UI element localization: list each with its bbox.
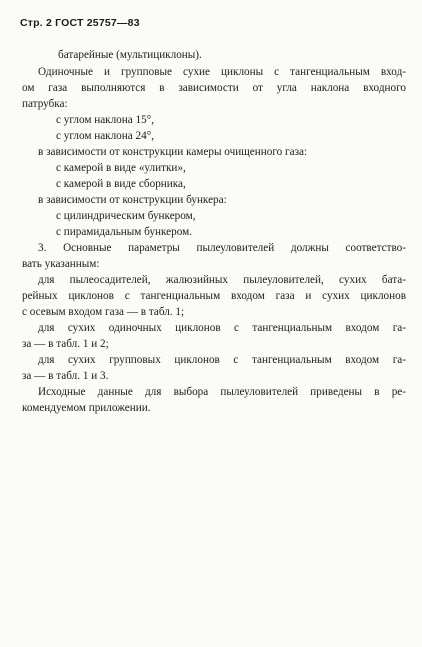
text-line: батарейные (мультициклоны). — [58, 49, 202, 61]
text-line: 3. Основные параметры пылеуловителей должны соответство- — [38, 242, 406, 254]
text-line: для сухих групповых циклонов с тангенциальным входом га- — [38, 354, 406, 366]
text-line: Одиночные и групповые сухие циклоны с тангенциальным вход- — [38, 66, 406, 78]
text-line: за — в табл. 1 и 2; — [22, 338, 109, 350]
text-line: комендуемом приложении. — [22, 402, 151, 414]
text-line: в зависимости от конструкции камеры очищенного газа: — [38, 146, 308, 158]
text-line: с камерой в виде «улитки», — [56, 162, 186, 174]
text-line: с осевым входом газа — в табл. 1; — [22, 306, 185, 318]
text-line: в зависимости от конструкции бункера: — [38, 194, 227, 206]
text-line: с углом наклона 24°, — [56, 130, 154, 142]
text-line: для пылеосадителей, жалюзийных пылеуловителей, сухих бата- — [38, 274, 406, 286]
text-line: с камерой в виде сборника, — [56, 178, 186, 190]
text-line: с углом наклона 15°, — [56, 114, 154, 126]
text-line: Исходные данные для выбора пылеуловителей приведены в ре- — [38, 386, 406, 398]
text-line: вать указанным: — [22, 258, 100, 270]
text-line: рейных циклонов с тангенциальным входом газа и сухих циклонов — [22, 290, 406, 302]
text-line: с цилиндрическим бункером, — [56, 210, 196, 222]
text-line: для сухих одиночных циклонов с тангенциальным входом га- — [38, 322, 406, 334]
text-line: за — в табл. 1 и 3. — [22, 370, 109, 382]
page-header: Стр. 2 ГОСТ 25757—83 — [20, 17, 140, 29]
text-line: с пирамидальным бункером. — [56, 226, 193, 238]
text-line: ом газа выполняются в зависимости от угла наклона входного — [22, 82, 406, 94]
text-line: патрубка: — [22, 98, 68, 110]
